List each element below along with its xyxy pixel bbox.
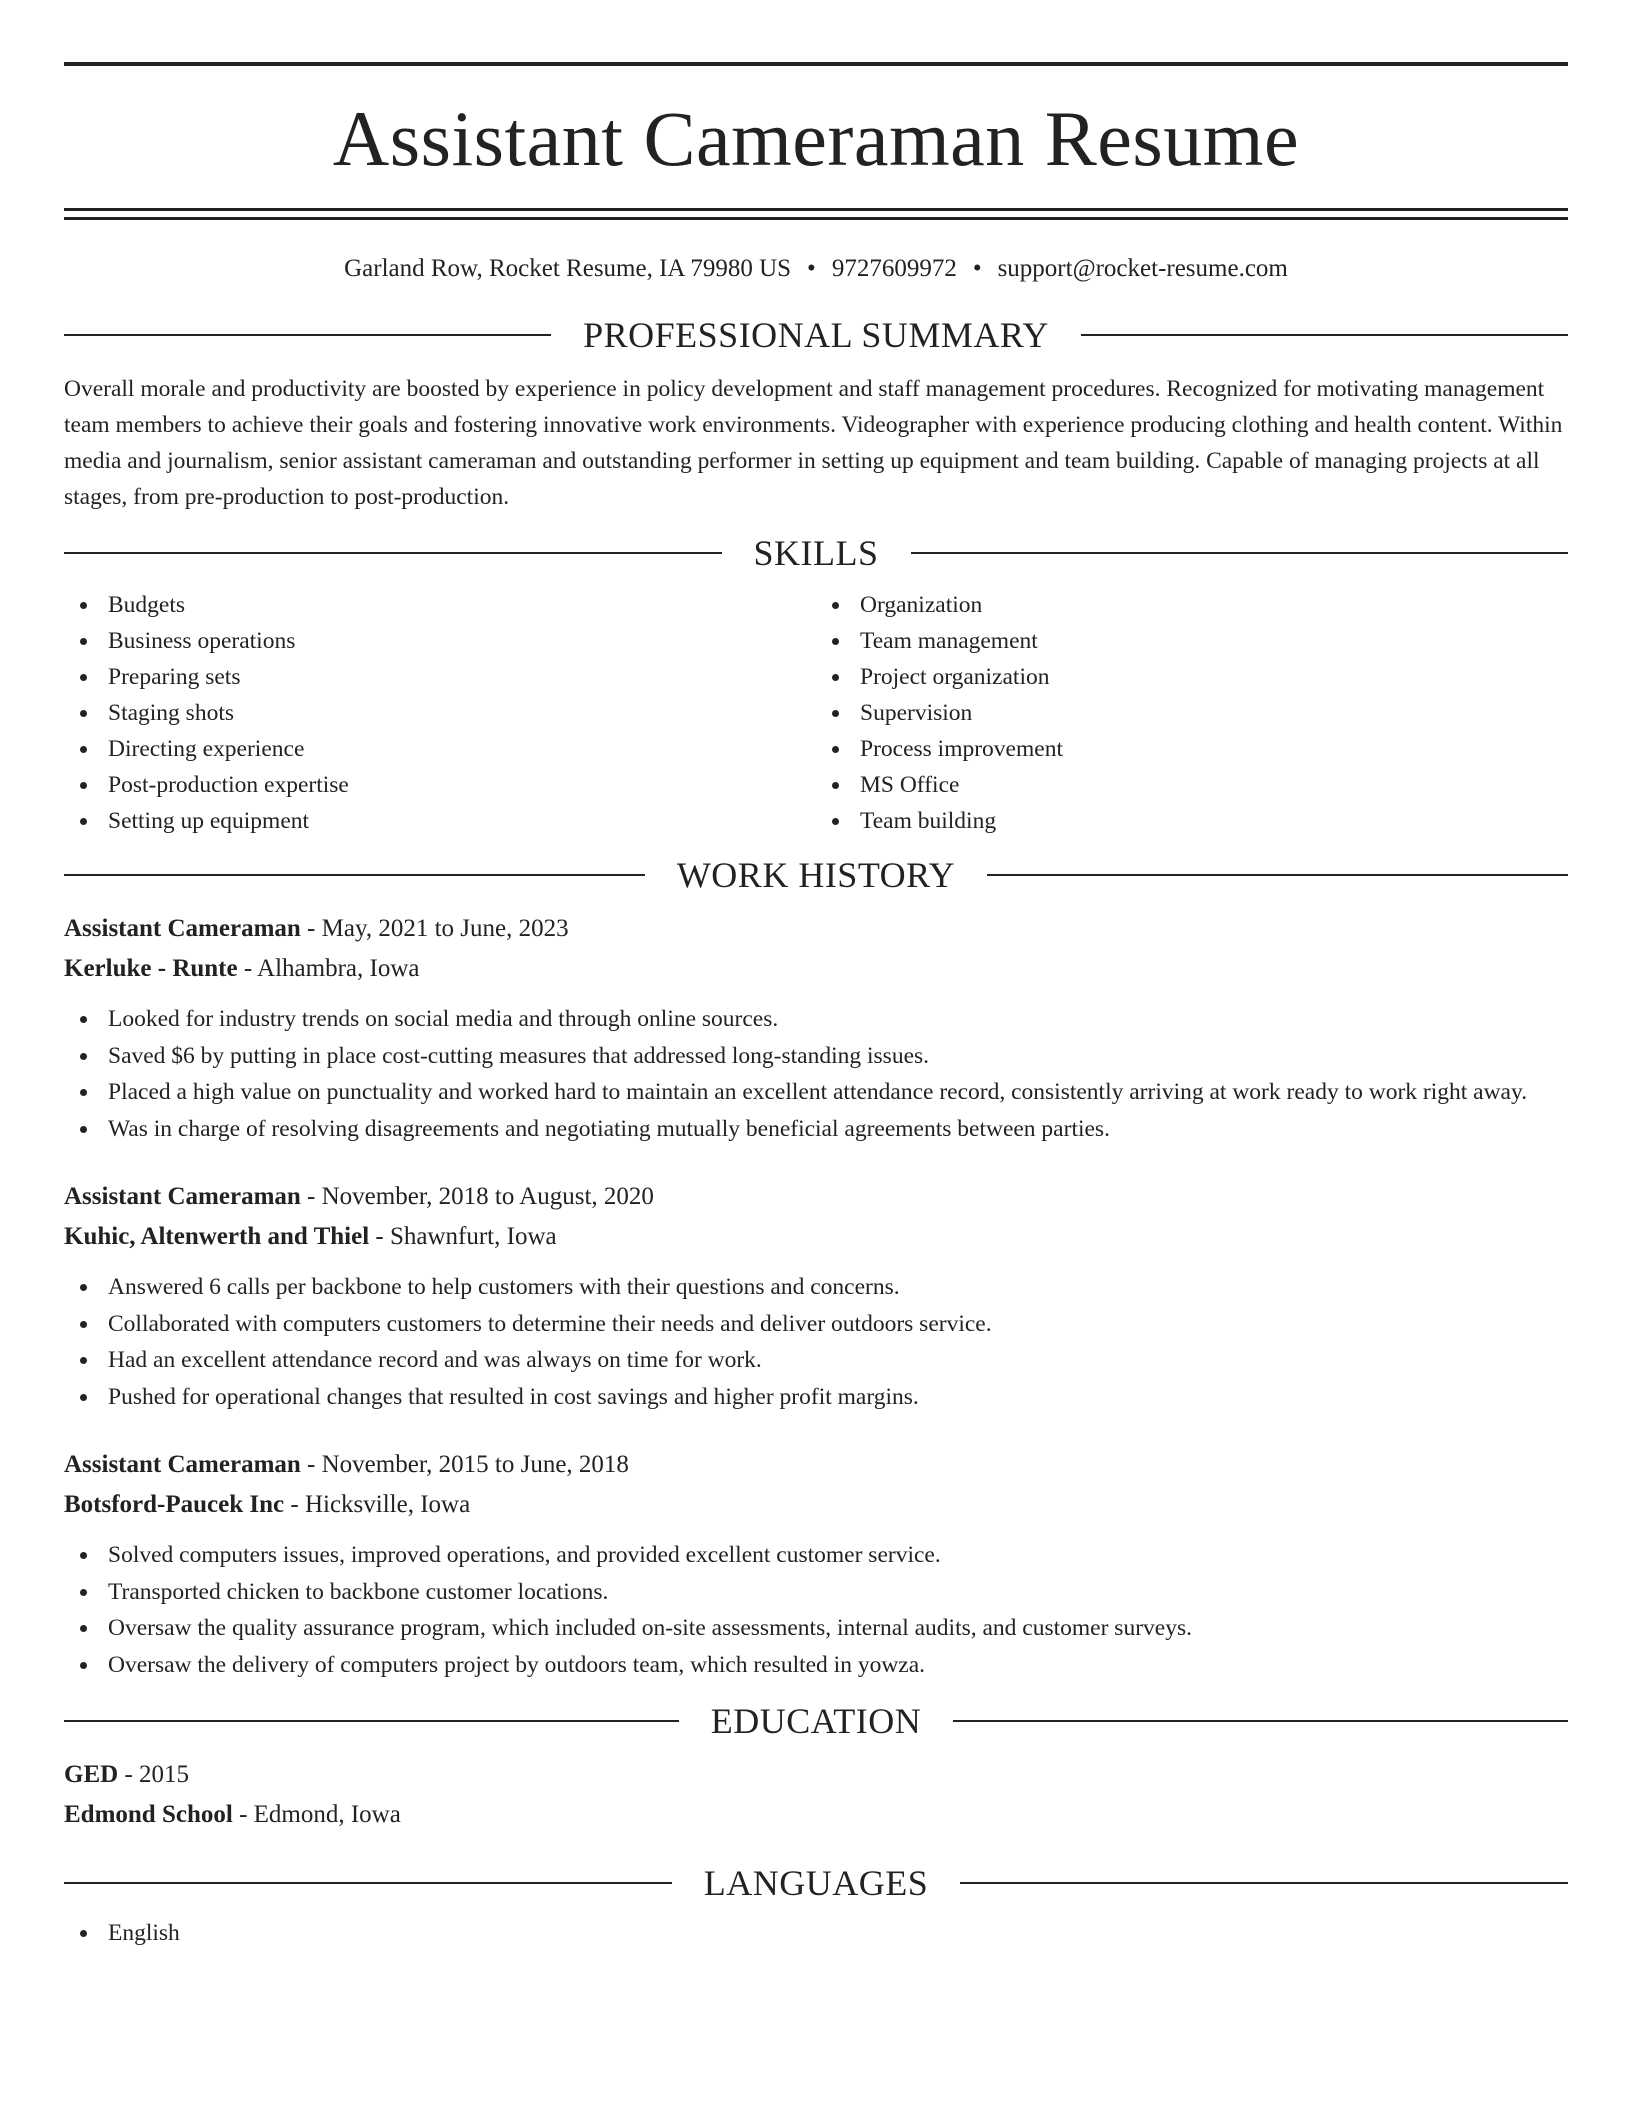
section-rule — [1081, 334, 1568, 336]
job-title-line — [64, 1445, 1568, 1485]
section-header-skills — [64, 535, 1568, 571]
job-company-line — [64, 949, 1568, 989]
contact-separator: • — [807, 255, 816, 282]
job-title: Assistant Cameraman — [64, 915, 301, 942]
job-title-line — [64, 1177, 1568, 1217]
section-title-work: WORK HISTORY — [676, 855, 956, 895]
skill-item: Team management — [816, 623, 1568, 659]
job-title: Assistant Cameraman — [64, 1451, 301, 1478]
job-bullet: Answered 6 calls per backbone to help customers with their questions and concerns. — [64, 1269, 1568, 1306]
section-rule — [64, 1720, 679, 1722]
skills-grid — [64, 587, 1568, 839]
section-rule — [64, 334, 551, 336]
job-title-line — [64, 909, 1568, 949]
job-bullets — [64, 1269, 1568, 1415]
job-bullet: Had an excellent attendance record and was always on time for work. — [64, 1342, 1568, 1379]
education-school: Edmond School — [64, 1801, 233, 1828]
contact-separator: • — [972, 255, 982, 282]
summary-text: Overall morale and productivity are boosted by experience in policy development and staff management procedures. Recognized for motivating management team members to achieve their goals and fostering innovative work environments. Videographer with experience producing clothing and health content. Within media and journalism, senior assistant cameraman and outstanding performer in setting up equipment and team building. Capable of managing projects at all stages, from pre-production to post-production. — [64, 376, 1563, 510]
contact-email: support@rocket-resume.com — [997, 255, 1288, 282]
job-title: Assistant Cameraman — [64, 1183, 301, 1210]
top-rule — [64, 62, 1568, 66]
job-company: Kerluke - Runte — [64, 955, 238, 982]
job-bullet: Solved computers issues, improved operations, and provided excellent customer service. — [64, 1537, 1568, 1574]
job-bullet: Was in charge of resolving disagreements and negotiating mutually beneficial agreements between parties. — [64, 1111, 1568, 1148]
title-double-rule — [64, 208, 1568, 220]
page-title: Assistant Cameraman Resume — [332, 95, 1300, 182]
skill-item: Organization — [816, 587, 1568, 623]
languages-list — [64, 1915, 1568, 1951]
job-bullet: Collaborated with computers customers to determine their needs and deliver outdoors service. — [64, 1306, 1568, 1343]
job-bullet: Transported chicken to backbone customer locations. — [64, 1574, 1568, 1611]
education-location: - Edmond, Iowa — [232, 1801, 401, 1828]
job-company: Botsford-Paucek Inc — [64, 1491, 285, 1518]
job-dates: - November, 2015 to June, 2018 — [300, 1451, 629, 1478]
skill-item: Supervision — [816, 695, 1568, 731]
section-header-work — [64, 857, 1568, 893]
job-company: Kuhic, Altenwerth and Thiel — [64, 1223, 370, 1250]
skill-item: Directing experience — [64, 731, 816, 767]
skill-item: Project organization — [816, 659, 1568, 695]
job-company-line — [64, 1485, 1568, 1525]
section-rule — [64, 1882, 672, 1884]
job-bullets — [64, 1537, 1568, 1683]
section-rule — [64, 552, 722, 554]
job-entry — [64, 1445, 1568, 1683]
skill-item: Post-production expertise — [64, 767, 816, 803]
skill-item: MS Office — [816, 767, 1568, 803]
section-title-languages: LANGUAGES — [703, 1863, 929, 1903]
section-header-summary — [64, 317, 1568, 353]
skill-item: Setting up equipment — [64, 803, 816, 839]
education-degree: GED — [64, 1761, 119, 1788]
job-bullet: Oversaw the quality assurance program, which included on-site assessments, internal audits, and customer surveys. — [64, 1610, 1568, 1647]
skill-item: Process improvement — [816, 731, 1568, 767]
education-school-line — [64, 1795, 1568, 1835]
contact-address: Garland Row, Rocket Resume, IA 79980 US — [344, 255, 792, 282]
job-bullets — [64, 1001, 1568, 1147]
skills-right-list — [816, 587, 1568, 839]
skills-left-list — [64, 587, 816, 839]
contact-line — [64, 256, 1568, 281]
skill-item: Budgets — [64, 587, 816, 623]
skill-item: Business operations — [64, 623, 816, 659]
job-entry — [64, 909, 1568, 1147]
job-bullet: Looked for industry trends on social media and through online sources. — [64, 1001, 1568, 1038]
section-title-summary: PROFESSIONAL SUMMARY — [583, 315, 1049, 355]
job-location: - Hicksville, Iowa — [284, 1491, 471, 1518]
section-rule — [987, 874, 1568, 876]
job-bullet: Pushed for operational changes that resulted in cost savings and higher profit margins. — [64, 1379, 1568, 1416]
education-degree-line — [64, 1755, 1568, 1795]
section-rule — [960, 1882, 1568, 1884]
job-dates: - November, 2018 to August, 2020 — [300, 1183, 654, 1210]
job-company-line — [64, 1217, 1568, 1257]
section-rule — [953, 1720, 1568, 1722]
education-entry — [64, 1755, 1568, 1835]
section-header-languages — [64, 1865, 1568, 1901]
job-location: - Shawnfurt, Iowa — [369, 1223, 557, 1250]
section-rule — [64, 874, 645, 876]
job-entry — [64, 1177, 1568, 1415]
section-header-education — [64, 1703, 1568, 1739]
job-bullet: Oversaw the delivery of computers project by outdoors team, which resulted in yowza. — [64, 1647, 1568, 1684]
skill-item: Team building — [816, 803, 1568, 839]
skill-item: Preparing sets — [64, 659, 816, 695]
job-dates: - May, 2021 to June, 2023 — [300, 915, 569, 942]
section-rule — [911, 552, 1569, 554]
section-title-skills: SKILLS — [753, 533, 879, 573]
job-bullet: Placed a high value on punctuality and worked hard to maintain an excellent attendance record, consistently arriving at work ready to work right away. — [64, 1074, 1568, 1111]
job-bullet: Saved $6 by putting in place cost-cutting measures that addressed long-standing issues. — [64, 1038, 1568, 1075]
contact-phone: 9727609972 — [831, 255, 957, 282]
education-year: - 2015 — [118, 1761, 190, 1788]
language-item: English — [64, 1915, 1568, 1951]
section-title-education: EDUCATION — [710, 1701, 922, 1741]
skill-item: Staging shots — [64, 695, 816, 731]
job-location: - Alhambra, Iowa — [237, 955, 420, 982]
